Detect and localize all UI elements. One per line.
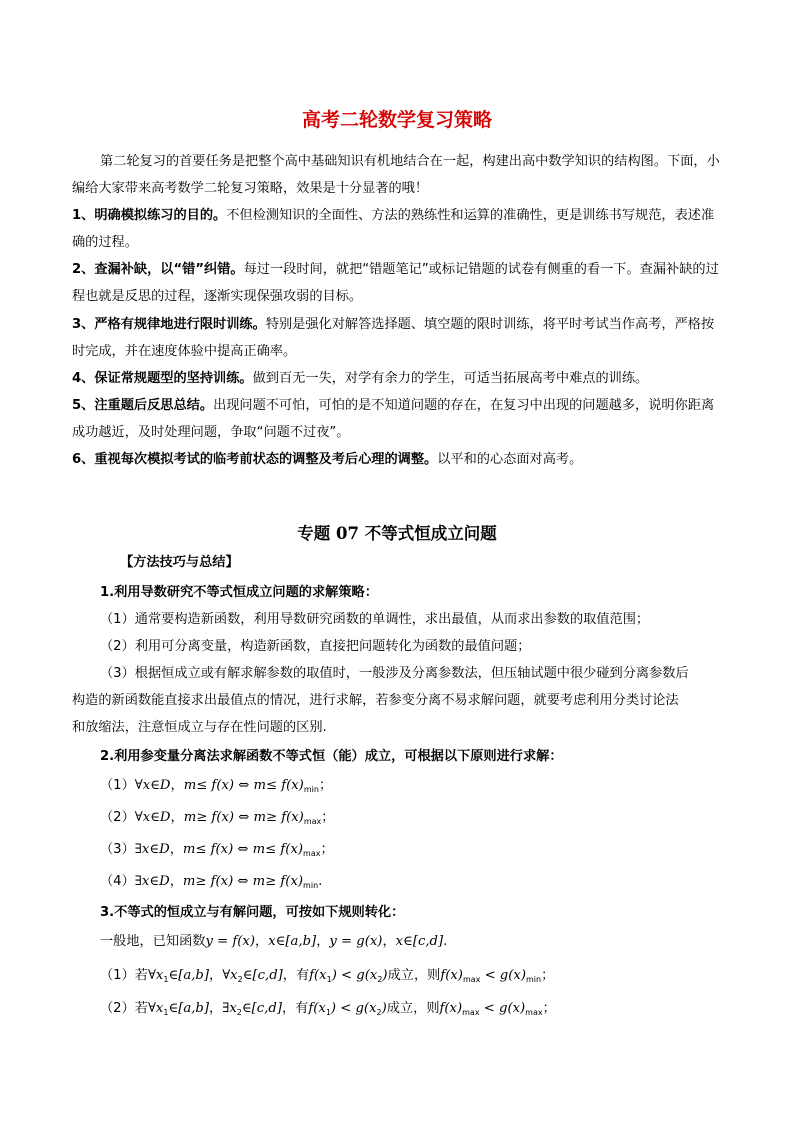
transform-rule-1: （1）若$\forall x_1\in[a,b]$，$\forall x_2\in[c,d]$，有$f(x_1) < g(x_2)$成立，则$f(x)_{max} < g(x)_{min}$； — [100, 968, 555, 984]
quantifier: ∀x∈D — [134, 810, 171, 825]
strategy-item-heading: 2、查漏补缺，以“错”纠错。 — [72, 262, 244, 277]
strategy-1: （1）通常要构造新函数，利用导数研究函数的单调性，求出最值，从而求出参数的取值范围； — [100, 612, 650, 627]
strategy-item-heading: 5、注重题后反思总结。 — [72, 398, 214, 413]
strategy-item-1 — [72, 202, 726, 256]
subscript: max — [303, 849, 321, 858]
quantifier: ∃x∈D — [134, 874, 170, 889]
heading-3: 3.不等式的恒成立与有解问题，可按如下规则转化： — [100, 905, 405, 920]
strategy-item-text: 不但检测知识的全面性、方法的熟练性和运算的准确性，更是训练书写规范，表述准确的过程。 — [72, 208, 715, 250]
relation: m≥ f(x) ⇔ m≥ f(x) — [182, 874, 304, 889]
transform-rule-2: （2）若$\forall x_1\in[a,b]$，$\exists x_2\in[c,d]$，有$f(x_1) < g(x_2)$成立，则$f(x)_{max} < g(x)_{max}$； — [100, 1001, 556, 1017]
rule-2: （2）∀x∈D，m≥ f(x) ⇔ $m\ge f(x)_{max}$； — [100, 810, 335, 826]
rule-4: （4）∃x∈D，m≥ f(x) ⇔ $m\ge f(x)_{min}$. — [100, 874, 323, 890]
strategy-3-line-2: 构造的新函数能直接求出最值点的情况，进行求解，若参变分离不易求解问题，就要考虑利用分类讨论法 — [72, 693, 679, 708]
intro-paragraph: 第二轮复习的首要任务是把整个高中基础知识有机地结合在一起，构建出高中数学知识的结构图。下面，小编给大家带来高考数学二轮复习策略，效果是十分显著的哦！ — [72, 154, 720, 196]
domain-g: x∈[c,d] — [395, 934, 444, 949]
heading-2: 2.利用参变量分离法求解函数不等式恒（能）成立，可根据以下原则进行求解： — [100, 749, 563, 764]
strategy-item-3 — [72, 311, 726, 365]
strategy-item-heading: 6、重视每次模拟考试的临考前状态的调整及考后心理的调整。 — [72, 452, 438, 467]
function-g: y = g(x) — [329, 934, 383, 949]
strategy-3-line-1: （3）根据恒成立或有解求解参数的取值时，一般涉及分离参数法，但压轴试题中很少碰到分离参数后 — [100, 666, 689, 681]
subscript: min — [303, 881, 319, 890]
strategy-3-line-3: 和放缩法，注意恒成立与存在性问题的区别. — [72, 720, 327, 735]
subscript: min — [303, 785, 319, 794]
heading-1: 1.利用导数研究不等式恒成立问题的求解策略： — [100, 585, 378, 600]
strategy-item-text: 出现问题不可怕，可怕的是不知道问题的存在，在复习中出现的问题越多，说明你距离成功越近，及时处理问题，争取“问题不过夜”。 — [72, 398, 715, 440]
function-f: y = f(x) — [205, 934, 255, 949]
strategy-item-4 — [72, 365, 726, 392]
method-header: 【方法技巧与总结】 — [120, 555, 239, 570]
rule-3: （3）∃x∈D，m≤ f(x) ⇔ $m\le f(x)_{max}$； — [100, 842, 334, 858]
domain-f: x∈[a,b] — [268, 934, 317, 949]
quantifier: ∃x∈D — [134, 842, 170, 857]
doc-title: 高考二轮数学复习策略 — [301, 109, 492, 131]
relation: m≥ f(x) ⇔ m≥ f(x) — [183, 810, 304, 825]
strategy-2: （2）利用可分离变量，构造新函数，直接把问题转化为函数的最值问题； — [100, 639, 531, 654]
relation: m≤ f(x) ⇔ m≤ f(x) — [182, 842, 304, 857]
strategy-item-text: 做到百无一失，对学有余力的学生，可适当拓展高考中难点的训练。 — [252, 371, 649, 386]
quantifier: ∀x∈D — [134, 778, 171, 793]
strategy-item-text: 每过一段时间，就把“错题笔记”或标记错题的试卷有侧重的看一下。查漏补缺的过程也就是反思的过程，逐渐实现保强攻弱的目标。 — [72, 262, 719, 304]
strategy-item-heading: 1、明确模拟练习的目的。 — [72, 208, 227, 223]
strategy-item-6 — [72, 446, 726, 473]
subscript: max — [303, 817, 322, 826]
relation: m≤ f(x) ⇔ m≤ f(x) — [183, 778, 304, 793]
strategy-item-text: 特别是强化对解答选择题、填空题的限时训练，将平时考试当作高考，严格按时完成，并在速度体验中提高正确率。 — [72, 317, 715, 359]
general-statement: 一般地，已知函数y = f(x)，x∈[a,b]，y = g(x)，x∈[c,d]. — [100, 934, 448, 949]
strategy-item-5 — [72, 392, 726, 446]
strategy-item-heading: 3、严格有规律地进行限时训练。 — [72, 317, 266, 332]
strategy-item-2 — [72, 256, 726, 310]
strategy-item-heading: 4、保证常规题型的坚持训练。 — [72, 371, 253, 386]
section-title: 专题 07 不等式恒成立问题 — [297, 524, 497, 543]
rule-1: （1）∀x∈D，m≤ f(x) ⇔ $m\le f(x)_{min}$； — [100, 778, 333, 794]
strategy-item-text: 以平和的心态面对高考。 — [437, 452, 583, 467]
